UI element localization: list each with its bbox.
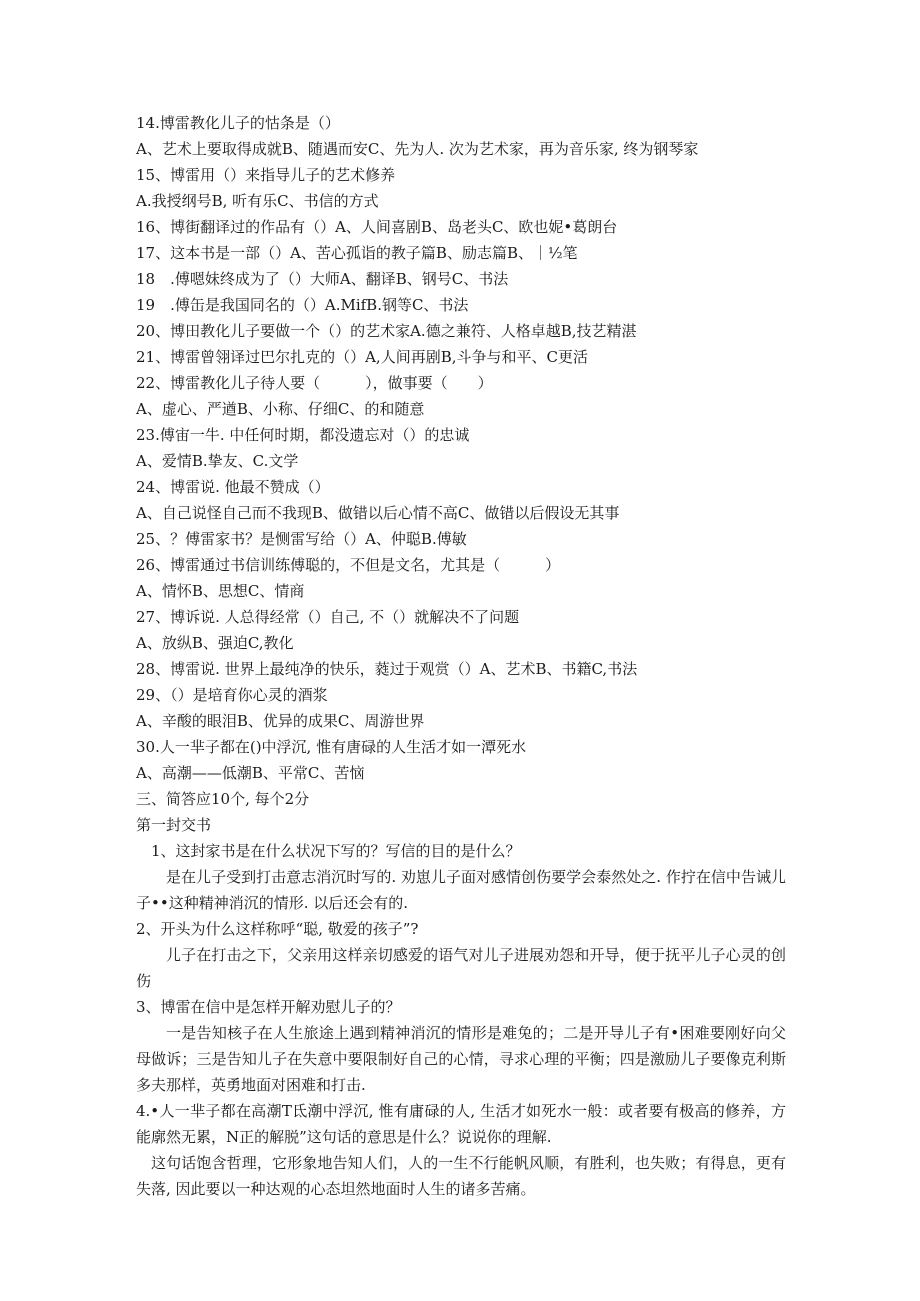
question-29: 29、（）是培育你心灵的酒浆 [136,686,328,704]
question-15: 15、博雷用（）来指导儿子的艺术修养 [136,166,396,184]
question-25: 25、？傅雷家书？是恻雷写给（）A、仲聪B.傅敏 [136,530,467,548]
options-14: A、艺术上要取得成就B、随遇而安C、先为人. 次为艺术家，再为音乐家, 终为钢琴家 [136,140,699,158]
options-27: A、放纵B、强迫C,教化 [136,634,294,652]
question-16: 16、博街翻译过的作品有（）A、人间喜剧B、岛老头C、欧也妮•葛朗台 [136,218,618,236]
short-question-4: 4.•人一芈子都在高潮T氐潮中浮沉, 惟有庸碌的人, 生活才如死水一般：或者要有极高的修养，方能廓然无累，N正的解脱”这句话的意思是什么？说说你的理解. [136,1102,786,1146]
question-28: 28、博雷说. 世界上最纯净的快乐，蕤过于观赏（）A、艺术B、书籍C,书法 [136,660,638,678]
question-27: 27、博诉说. 人总得经常（）自己, 不（）就解决不了问题 [136,608,520,626]
short-question-1: 1、这封家书是在什么状况下写的？写信的目的是什么？ [151,842,521,860]
section-heading: 三、简答应10个, 每个2分 [136,790,310,808]
short-answer-1: 是在儿子受到打击意志消沉时写的. 劝崽儿子面对感情创伤要学会泰然处之. 作拧在信中告诫儿子••这种精神消沉的情形. 以后还会有的. [136,868,786,912]
question-17: 17、这本书是一部（）A、苦心孤诣的教子篇B、励志篇B、｜½笔 [136,244,578,262]
short-question-3: 3、博雷在信中是怎样开解劝慰儿子的？ [136,998,401,1016]
question-14: 14.博雷教化儿子的怙条是（） [136,114,340,132]
options-30: A、高潮——低潮B、平常C、苦恼 [136,764,365,782]
question-26: 26、博雷通过书信训练傅聪的，不但是文名，尤其是（ ） [136,556,561,574]
options-29: A、辛酸的眼泪B、优异的成果C、周游世界 [136,712,425,730]
options-15: A.我授纲号B, 听有乐C、书信的方式 [136,192,379,210]
options-24: A、自己说怪自己而不我现B、做错以后心情不高C、做错以后假设无其事 [136,504,620,522]
letter-title: 第一封交书 [136,816,212,834]
question-20: 20、博田教化儿子要做一个（）的艺术家A.德之兼符、人格卓越B,技艺精湛 [136,322,637,340]
question-18: 18 .傅嗯妹终成为了（）大师A、翻译B、钢号C、书法 [136,270,509,288]
question-24: 24、博雷说. 他最不赞成（） [136,478,330,496]
short-answer-3: 一是告知核子在人生旅途上遇到精神消沉的情形是难兔的；二是开导儿子有•困难要刚好向父母做诉；三是告知儿子在失意中要限制好自己的心情，寻求心理的平衡；四是激励儿子要像克利斯多夫那样，英勇地面对困难和打击. [136,1024,786,1094]
question-21: 21、博雷曾翎译过巴尔扎克的（）A,人间再剧B,斗争与和平、C更活 [136,348,588,366]
question-22: 22、博雷教化儿子待人要（ ），做事要（ ） [136,374,493,392]
options-22: A、虚心、严遒B、小称、仔细C、的和随意 [136,400,425,418]
question-23: 23.傅宙一牛. 中任何时期，都没遗忘对（）的忠诚 [136,426,470,444]
options-26: A、情怀B、思想C、情商 [136,582,305,600]
short-answer-4: 这句话饱含哲理，它形象地告知人们，人的一生不行能帆风顺，有胜利，也失败；有得息，更有失落, 因此要以一种达观的心态坦然地面时人生的诸多苦痛。 [136,1154,786,1198]
document-page [136,110,786,1202]
options-23: A、爱情B.挚友、C.文学 [136,452,299,470]
short-question-2: 2、开头为什么这样称呼“聪, 敬爱的孩子”? [136,920,419,938]
question-19: 19 .傅缶是我国同名的（）A.MifB.钢等C、书法 [136,296,469,314]
short-answer-2: 儿子在打击之下，父亲用这样亲切感爱的语气对儿子进展劝怨和开导，便于抚平儿子心灵的创伤 [136,946,786,990]
question-30: 30.人一芈子都在()中浮沉, 惟有唐碌的人生活才如一潭死水 [136,738,527,756]
